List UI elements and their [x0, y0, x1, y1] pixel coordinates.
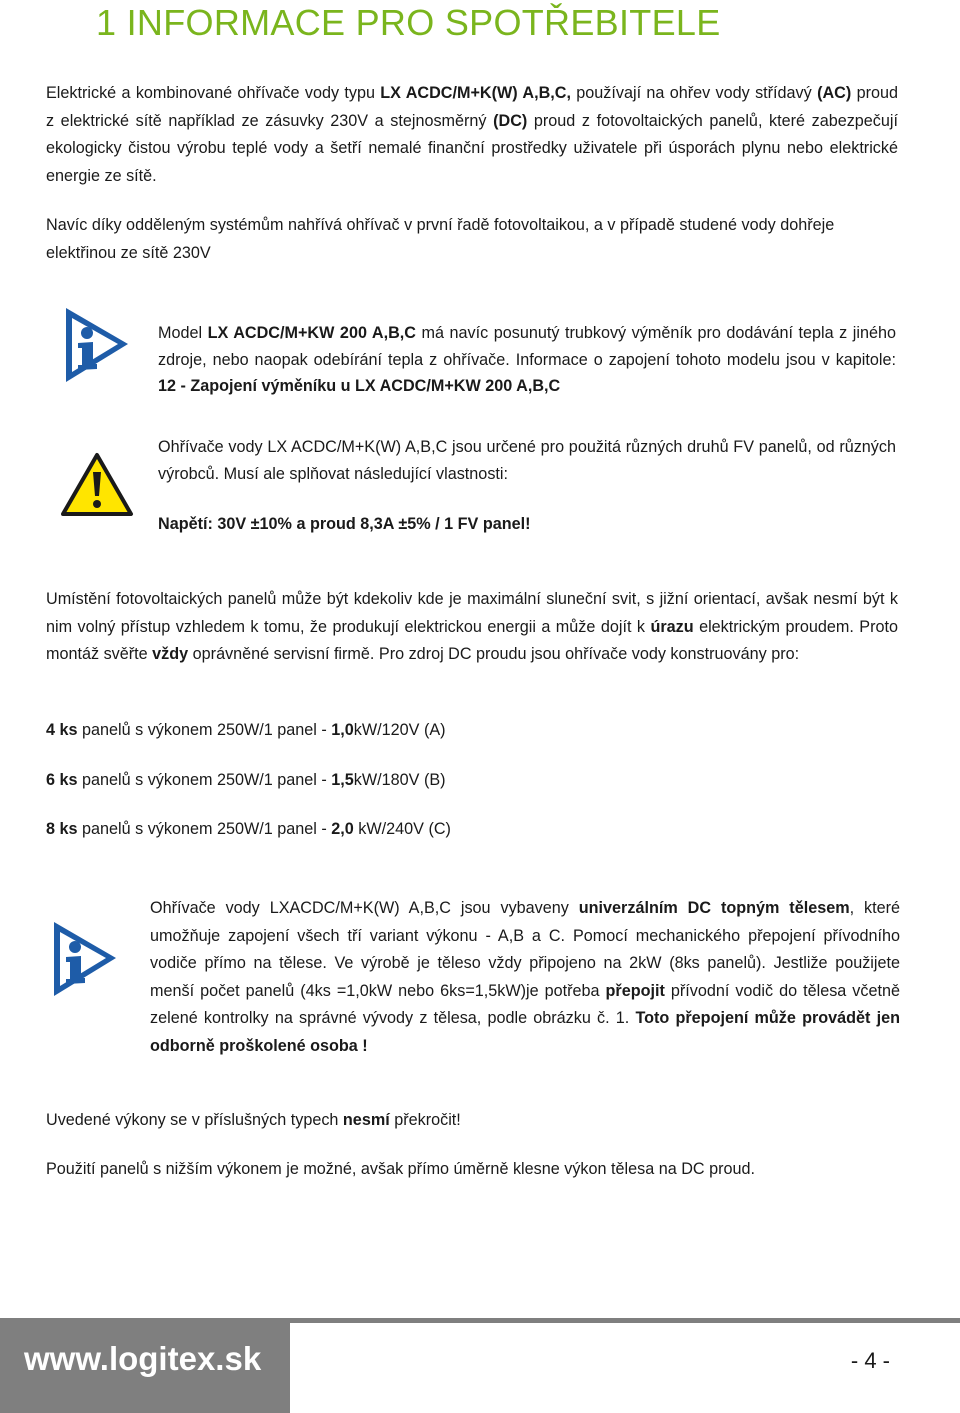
config-line-b: 6 ks panelů s výkonem 250W/1 panel - 1,5kW/180V (B) — [46, 771, 446, 789]
page-title: 1 INFORMACE PRO SPOTŘEBITELE — [96, 2, 721, 43]
warning-notice: Ohřívače vody LX ACDC/M+K(W) A,B,C jsou určené pro použitá různých druhů FV panelů, od různých výrobců. Musí ale splňovat následující vlastnosti: — [158, 438, 896, 483]
info-icon — [50, 920, 118, 1003]
intro-paragraph: Elektrické a kombinované ohřívače vody typu LX ACDC/M+K(W) A,B,C, používají na ohřev vody střídavý (AC) proud z elektrické sítě například ze zásuvky 230V a stejnosměrný (DC) proud z fotovoltaických panelů, které zabezpečují ekologicky čistou výrobu teplé vody a šetří nemalé finanční prostředky uživatele při úsporách plynu nebo elektrické energie ze sítě. — [46, 84, 898, 185]
lower-power-sentence: Použití panelů s nižším výkonem je možné, avšak přímo úměrně klesne výkon tělesa na DC proud. — [46, 1160, 755, 1178]
config-line-a: 4 ks panelů s výkonem 250W/1 panel - 1,0kW/120V (A) — [46, 721, 446, 739]
warning-icon — [60, 452, 134, 523]
page-footer — [0, 1318, 960, 1413]
placement-paragraph: Umístění fotovoltaických panelů může být kdekoliv kde je maximální sluneční svit, s jižní orientací, avšak nesmí být k nim volný přístup vzhledem k tomu, že produkují elektrickou energii a může dojít k úrazu elektrickým proudem. Proto montáž svěřte vždy oprávněné servisní firmě. Pro zdroj DC proudu jsou ohřívače vody konstruovány pro: — [46, 590, 898, 663]
page-number: - 4 - — [850, 1348, 890, 1373]
info-notice-exchanger: Model LX ACDC/M+KW 200 A,B,C má navíc posunutý trubkový výměník pro dodávání tepla z jiného zdroje, nebo naopak odebírání tepla z ohřívače. Informace o zapojení tohoto modelu jsou v kapitole: 12 - Zapojení výměníku u LX ACDC/M+KW 200 A,B,C — [158, 324, 896, 395]
info-notice-dc-element: Ohřívače vody LXACDC/M+K(W) A,B,C jsou vybaveny univerzálním DC topným tělesem, které umožňuje zapojení všech tří variant výkonu - A,B a C. Pomocí mechanického přepojení přívodního vodiče přímo na tělese. Ve výrobě je těleso vždy připojeno na 2kW (8ks panelů). Jestliže použijete menší počet panelů (4ks =1,0kW nebo 6ks=1,5kW)je potřeba přepojit přívodní vodič do tělesa včetně zelené kontrolky na správné vývody z tělesa, podle obrázku č. 1. Toto přepojení může provádět jen odborně proškolené osoba ! — [150, 899, 901, 1055]
footer-divider — [290, 1318, 960, 1323]
footer-website-link[interactable]: www.logitex.sk — [24, 1340, 262, 1377]
limits-sentence: Uvedené výkony se v příslušných typech nesmí překročit! — [46, 1111, 461, 1129]
voltage-current-requirement: Napětí: 30V ±10% a proud 8,3A ±5% / 1 FV panel! — [158, 515, 531, 533]
info-icon — [62, 306, 130, 389]
footer-bar — [0, 1318, 290, 1413]
config-line-c: 8 ks panelů s výkonem 250W/1 panel - 2,0 kW/240V (C) — [46, 820, 451, 838]
intro-paragraph-2: Navíc díky odděleným systémům nahřívá ohřívač v první řadě fotovoltaikou, a v případě studené vody dohřeje elektřinou ze sítě 230V — [46, 216, 835, 262]
